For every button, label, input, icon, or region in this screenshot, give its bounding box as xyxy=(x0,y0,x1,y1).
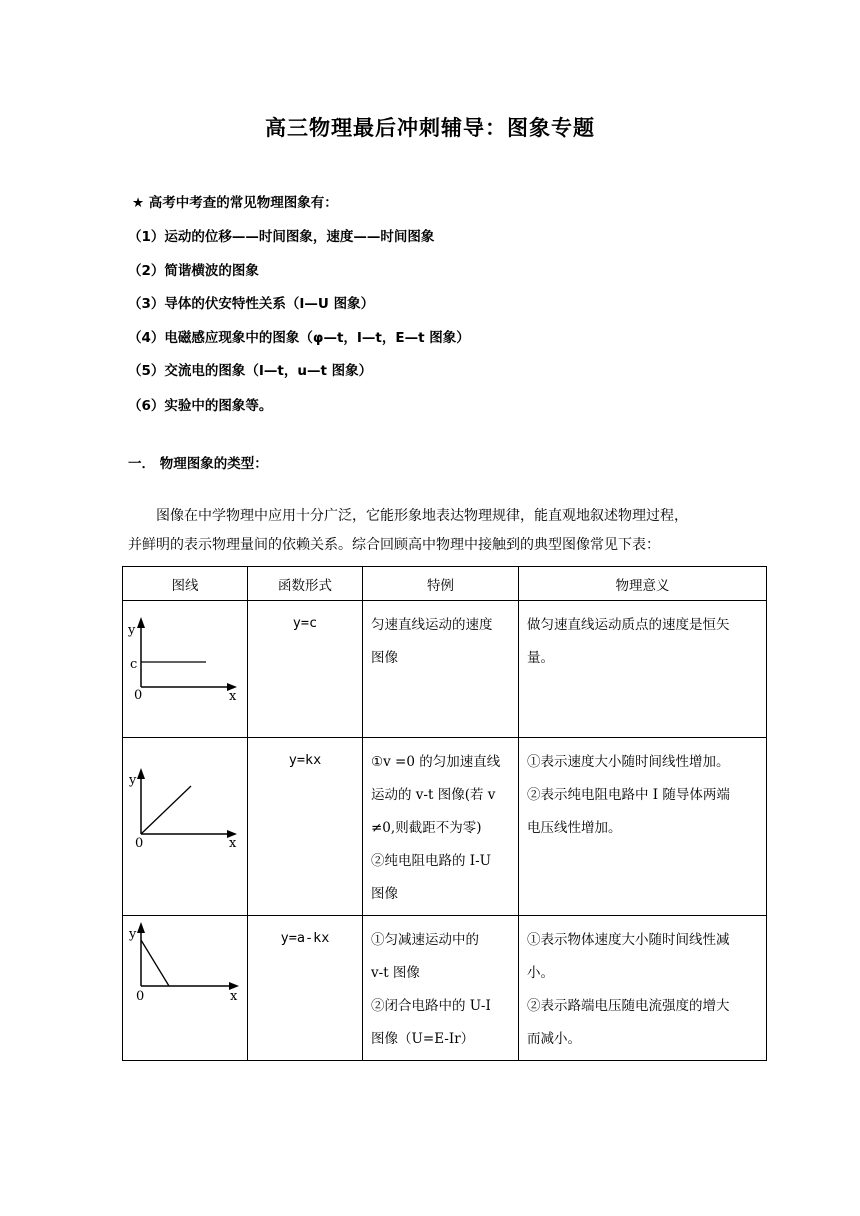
intro-item: （2）简谐横波的图象 xyxy=(128,263,259,279)
y-label: y xyxy=(129,927,137,942)
graph-cell xyxy=(123,601,248,738)
meaning-line: 而减小。 xyxy=(527,1031,581,1047)
function-cell: y=c xyxy=(248,601,363,738)
table-row xyxy=(123,738,767,916)
y-arrow xyxy=(137,617,145,628)
paragraph-line: 图像在中学物理中应用十分广泛，它能形象地表达物理规律，能直观地叙述物理过程， xyxy=(156,508,688,524)
y-arrow xyxy=(137,922,145,933)
intro-item: （6）实验中的图象等。 xyxy=(128,398,273,414)
meaning-line: 电压线性增加。 xyxy=(527,820,622,836)
paragraph-line: 并鲜明的表示物理量间的依赖关系。综合回顾高中物理中接触到的典型图像常见下表： xyxy=(128,537,660,553)
decreasing-graph xyxy=(123,916,247,1051)
graph-cell xyxy=(123,738,248,916)
constant-graph xyxy=(123,601,247,737)
origin-label: 0 xyxy=(134,688,143,703)
meaning-line: ①表示物体速度大小随时间线性减 xyxy=(527,932,730,948)
meaning-cell xyxy=(519,738,767,916)
section-heading: 一． 物理图象的类型： xyxy=(128,456,268,472)
meaning-line: 量。 xyxy=(527,650,554,666)
function-cell: y=kx xyxy=(248,738,363,916)
graph-cell xyxy=(123,916,248,1061)
graph-line xyxy=(141,940,169,986)
table-header-row xyxy=(123,567,767,601)
example-cell xyxy=(363,916,519,1061)
example-line: ②闭合电路中的 U-I xyxy=(371,998,491,1014)
meaning-cell xyxy=(519,601,767,738)
origin-label: 0 xyxy=(136,989,145,1004)
header-graph: 图线 xyxy=(123,567,248,601)
page-title: 高三物理最后冲刺辅导：图象专题 xyxy=(265,116,595,140)
intro-heading: ★ 高考中考查的常见物理图象有： xyxy=(132,195,338,211)
example-line: ≠0,则截距不为零) xyxy=(371,820,482,836)
table-row xyxy=(123,601,767,738)
y-label: y xyxy=(129,773,137,788)
x-label: x xyxy=(229,836,237,851)
meaning-line: ②表示纯电阻电路中 I 随导体两端 xyxy=(527,787,730,803)
function-cell: y=a-kx xyxy=(248,916,363,1061)
header-example: 特例 xyxy=(363,567,519,601)
meaning-line: 做匀速直线运动质点的速度是恒矢 xyxy=(527,617,730,633)
intro-item: （4）电磁感应现象中的图象（φ—t，I—t，E—t 图象） xyxy=(128,330,470,346)
x-label: x xyxy=(230,989,238,1004)
header-meaning: 物理意义 xyxy=(519,567,767,601)
header-function: 函数形式 xyxy=(248,567,363,601)
proportional-graph xyxy=(123,738,247,907)
example-line: ②纯电阻电路的 I-U xyxy=(371,853,492,869)
example-cell xyxy=(363,738,519,916)
intro-item: （1）运动的位移——时间图象，速度——时间图象 xyxy=(128,229,435,245)
graph-line xyxy=(141,786,191,834)
example-line: ①匀减速运动中的 xyxy=(371,932,479,948)
x-label: x xyxy=(229,689,237,704)
intro-item: （5）交流电的图象（I—t，u—t 图象） xyxy=(128,363,373,379)
example-line: 图像（U=E-Ir） xyxy=(371,1031,475,1047)
example-line: ①v =0 的匀加速直线 xyxy=(371,754,501,770)
example-cell xyxy=(363,601,519,738)
meaning-line: 小。 xyxy=(527,965,554,981)
c-label: c xyxy=(130,657,138,672)
origin-label: 0 xyxy=(135,836,144,851)
example-line: v-t 图像 xyxy=(371,965,420,981)
section-paragraph xyxy=(128,502,728,560)
graph-types-table xyxy=(122,566,767,1061)
intro-item: （3）导体的伏安特性关系（I—U 图象） xyxy=(128,296,375,312)
meaning-line: ②表示路端电压随电流强度的增大 xyxy=(527,998,730,1014)
y-label: y xyxy=(128,623,136,638)
table-row xyxy=(123,916,767,1061)
example-line: 图像 xyxy=(371,650,398,666)
example-line: 运动的 v-t 图像(若 v xyxy=(371,787,496,803)
example-line: 图像 xyxy=(371,886,398,902)
example-line: 匀速直线运动的速度 xyxy=(371,617,493,633)
y-arrow xyxy=(137,768,145,779)
meaning-cell xyxy=(519,916,767,1061)
meaning-line: ①表示速度大小随时间线性增加。 xyxy=(527,754,730,770)
